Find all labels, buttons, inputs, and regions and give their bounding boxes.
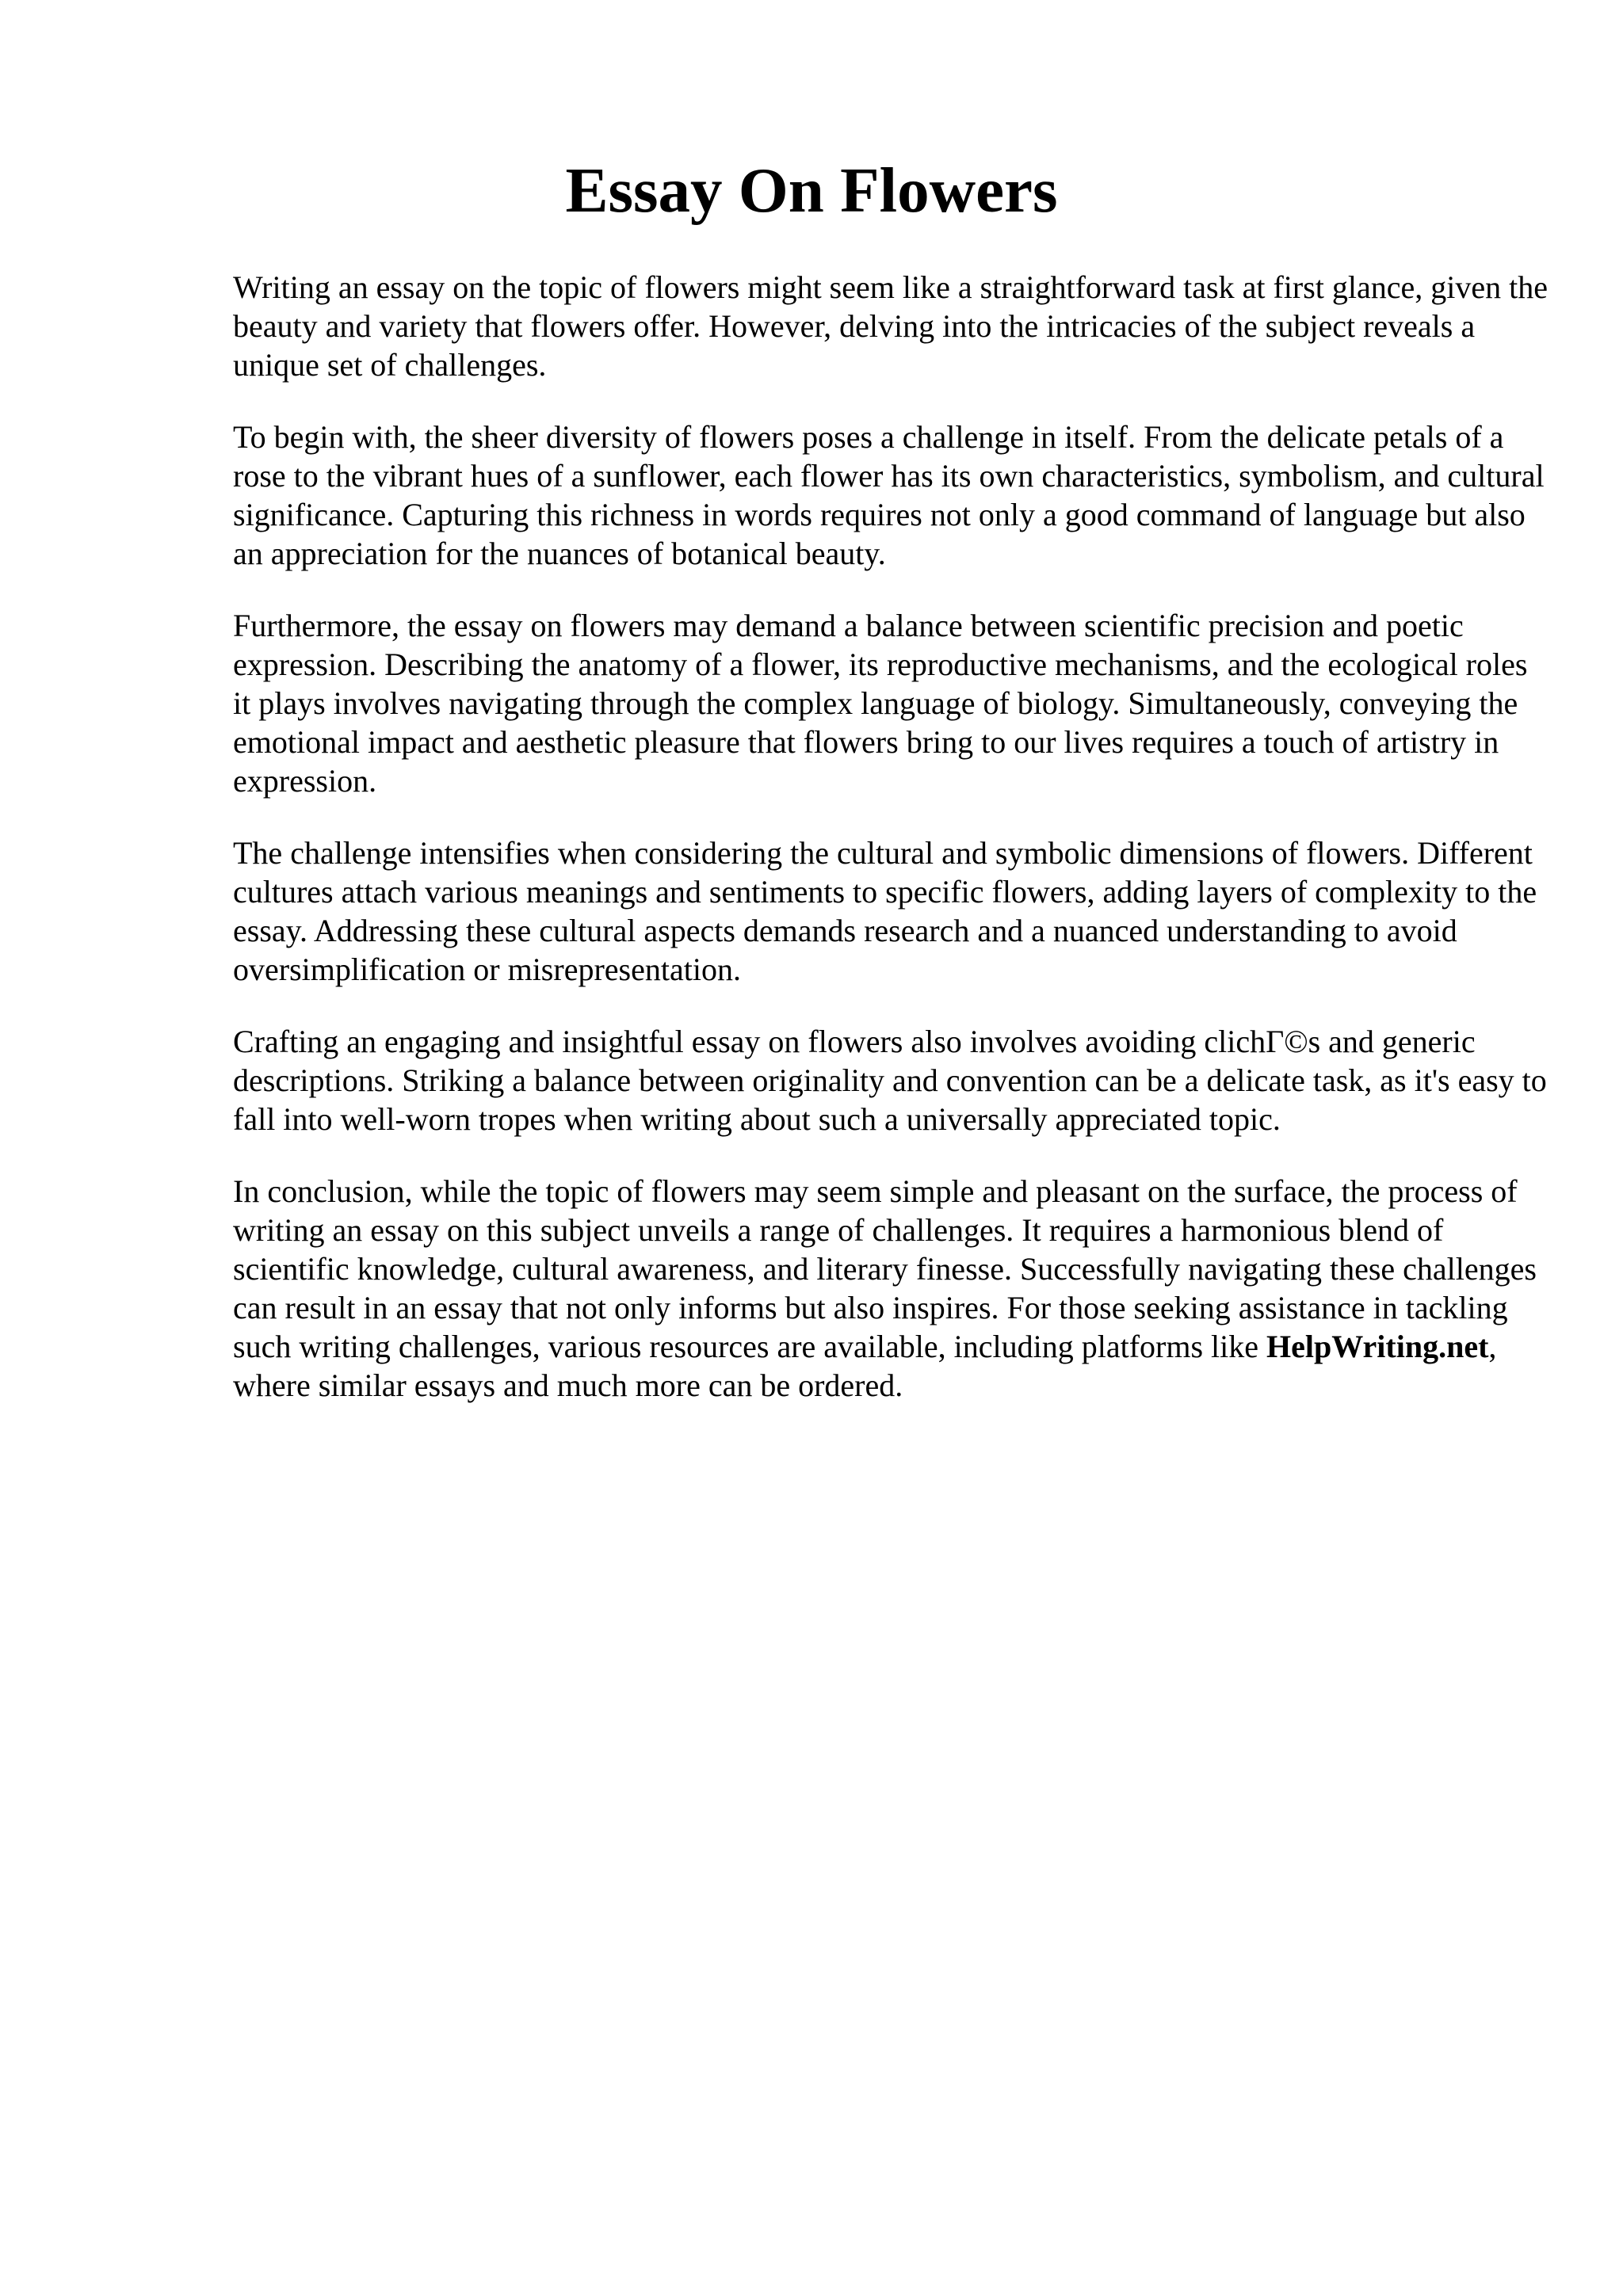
paragraph-1: Writing an essay on the topic of flowers might seem like a straightforward task at first glance, given the beauty and variety that flowers offer. However, delving into the intricacies of the subject reveals a unique set of challenges. <box>233 269 1549 383</box>
paragraph-5: Crafting an engaging and insightful essay on flowers also involves avoiding clichΓ©s and generic descriptions. Striking a balance between originality and convention can be a delicate task, as it's easy to fall into well-worn tropes when writing about such a universally appreciated topic. <box>233 1024 1547 1137</box>
document-body <box>233 268 1549 1438</box>
paragraph-4: The challenge intensifies when considering the cultural and symbolic dimensions of flowers. Different cultures attach various meanings and sentiments to specific flowers, adding layers of complexity to the essay. Addressing these cultural aspects demands research and a nuanced understanding to avoid oversimplification or misrepresentation. <box>233 835 1537 987</box>
conclusion-paragraph <box>233 1172 1549 1405</box>
document-title: Essay On Flowers <box>565 154 1058 226</box>
conclusion-tail: , where similar essays and much more can be ordered. <box>233 1329 1497 1403</box>
paragraph-3: Furthermore, the essay on flowers may demand a balance between scientific precision and poetic expression. Describing the anatomy of a flower, its reproductive mechanisms, and the ecological roles it plays involves navigating through the complex language of biology. Simultaneously, conveying the emotional impact and aesthetic pleasure that flowers bring to our lives requires a touch of artistry in expression. <box>233 608 1528 799</box>
conclusion-text: In conclusion, while the topic of flowers may seem simple and pleasant on the surface, the process of writing an essay on this subject unveils a range of challenges. It requires a harmonious blend of scientific knowledge, cultural awareness, and literary finesse. Successfully navigating these challenges can result in an essay that not only informs but also inspires. For those seeking assistance in tackling such writing challenges, various resources are available, including platforms like <box>233 1173 1537 1364</box>
helpwriting-link[interactable]: HelpWriting.net <box>1266 1329 1489 1364</box>
paragraph-2: To begin with, the sheer diversity of flowers poses a challenge in itself. From the delicate petals of a rose to the vibrant hues of a sunflower, each flower has its own characteristics, symbolism, and cultural significance. Capturing this richness in words requires not only a good command of language but also an appreciation for the nuances of botanical beauty. <box>233 419 1545 571</box>
